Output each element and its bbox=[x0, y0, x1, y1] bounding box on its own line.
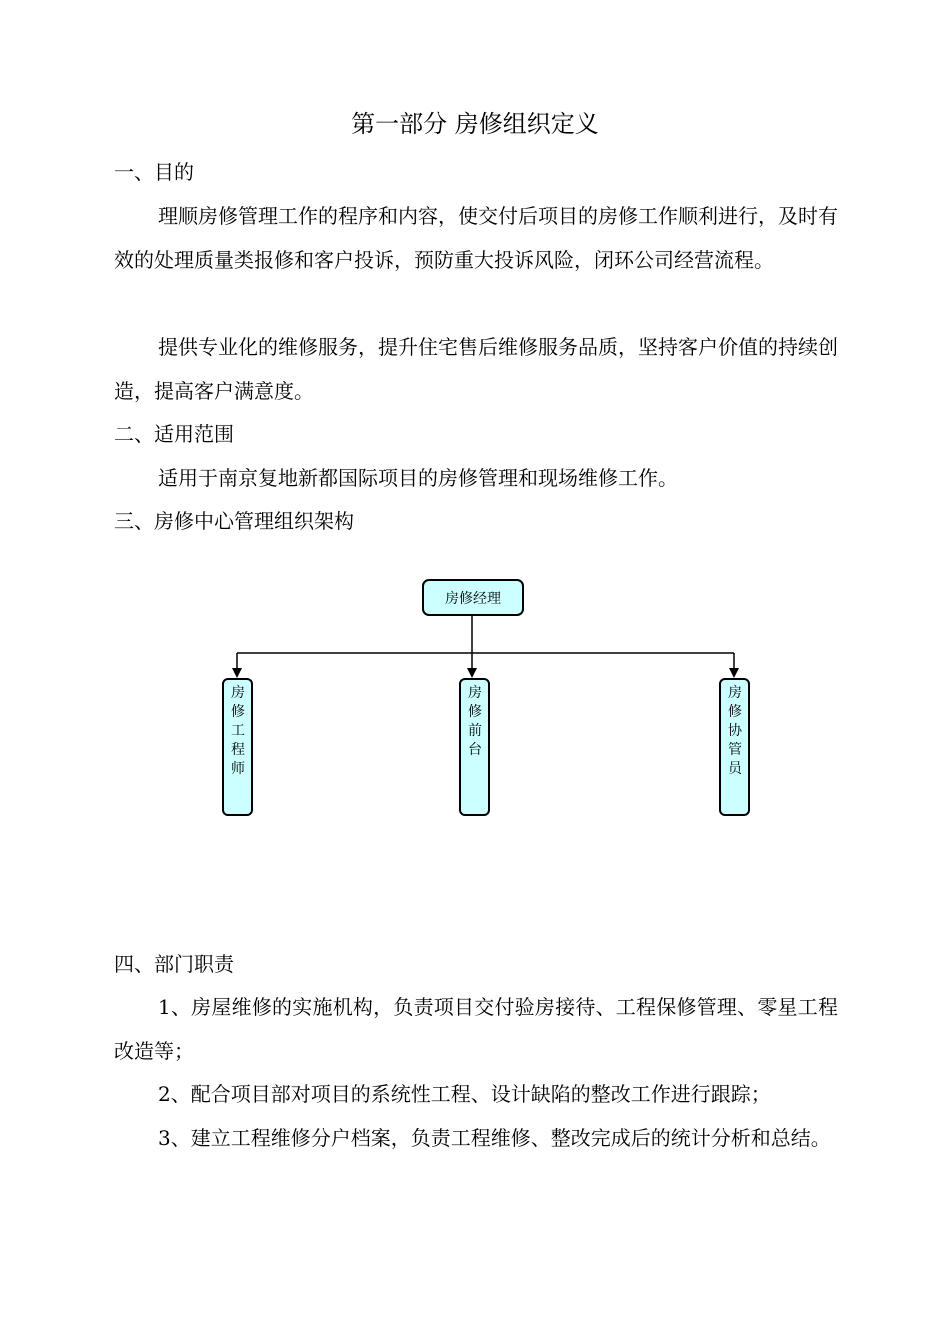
purpose-paragraph-1: 理顺房修管理工作的程序和内容，使交付后项目的房修工作顺利进行，及时有效的处理质量类报修和客户投诉，预防重大投诉风险，闭环公司经营流程。 bbox=[114, 204, 838, 272]
responsibility-item-1: 1、房屋维修的实施机构，负责项目交付验房接待、工程保修管理、零星工程改造等； bbox=[114, 995, 838, 1063]
responsibility-item-2: 2、配合项目部对项目的系统性工程、设计缺陷的整改工作进行跟踪； bbox=[158, 1082, 771, 1106]
org-arrow-left bbox=[232, 668, 242, 678]
section-heading-responsibilities: 四、部门职责 bbox=[114, 952, 234, 976]
document-title: 第一部分 房修组织定义 bbox=[351, 110, 599, 138]
purpose-paragraph-2: 提供专业化的维修服务，提升住宅售后维修服务品质，坚持客户价值的持续创造，提高客户满意度。 bbox=[114, 335, 838, 403]
section-heading-purpose: 一、目的 bbox=[114, 160, 194, 184]
org-engineer-label: 房修工程师 bbox=[231, 685, 245, 777]
section-heading-scope: 二、适用范围 bbox=[114, 422, 234, 446]
section-heading-org-structure: 三、房修中心管理组织架构 bbox=[114, 509, 354, 533]
org-root-label: 房修经理 bbox=[445, 591, 501, 607]
org-arrow-center bbox=[467, 668, 477, 678]
responsibility-item-3: 3、建立工程维修分户档案，负责工程维修、整改完成后的统计分析和总结。 bbox=[158, 1126, 831, 1150]
org-front-desk-label: 房修前台 bbox=[468, 685, 482, 758]
scope-paragraph: 适用于南京复地新都国际项目的房修管理和现场维修工作。 bbox=[158, 466, 678, 490]
org-arrow-right bbox=[729, 668, 739, 678]
org-coordinator-label: 房修协管员 bbox=[728, 685, 742, 777]
